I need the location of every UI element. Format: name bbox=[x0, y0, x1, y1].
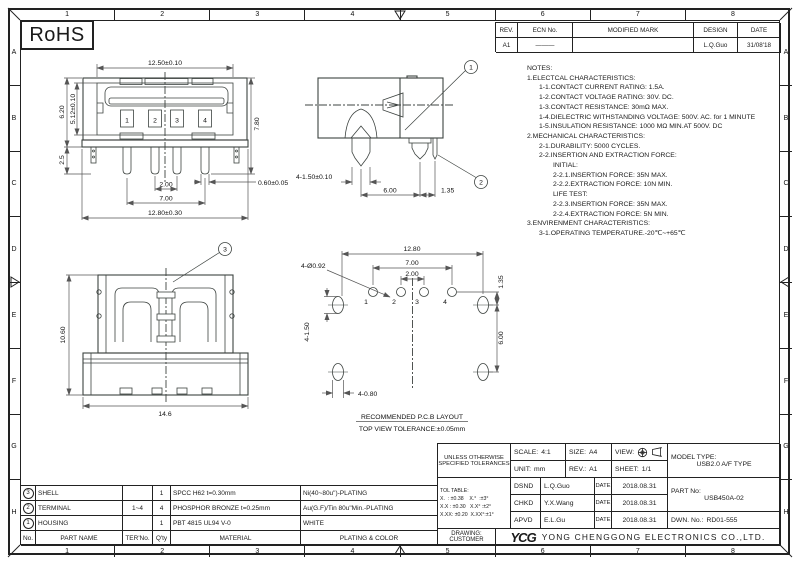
pcb-caption-tolerance: TOP VIEW TOLERANCE:±0.05mm bbox=[358, 426, 466, 433]
part-circle-number: 1 bbox=[23, 518, 34, 529]
signoff-date: 2018.08.31 bbox=[612, 512, 668, 529]
note-line: 1-3.CONTACT RESISTANCE: 30mΩ MAX. bbox=[539, 103, 669, 111]
signoff-date-label: DATE bbox=[595, 495, 612, 512]
rev-header-rev: REV. bbox=[496, 23, 518, 38]
grid-row-label: C bbox=[780, 152, 792, 218]
dim-pcb-slot: 4-1.50 bbox=[304, 322, 311, 342]
view-label: VIEW: bbox=[615, 448, 635, 456]
note-line: 1-2.CONTACT VOLTAGE RATING: 30V. DC. bbox=[539, 94, 674, 102]
parts-header-name: PART NAME bbox=[36, 531, 123, 546]
grid-row-label: C bbox=[8, 152, 20, 218]
part-circle-number: 3 bbox=[23, 488, 34, 499]
grid-strip-bottom bbox=[20, 545, 780, 557]
note-line: 1-4.DIELECTRIC WITHSTANDING VOLTAGE: 500V. AC. for 1 MINUTE bbox=[539, 113, 756, 121]
signoff-role: DSND bbox=[511, 478, 541, 495]
front-pin-label: 1 bbox=[125, 117, 129, 125]
front-pin-label: 3 bbox=[175, 117, 179, 125]
grid-col-label: 8 bbox=[730, 10, 735, 18]
grid-row-label: B bbox=[8, 86, 20, 152]
part-qty: 1 bbox=[153, 516, 171, 531]
part-name: TERMINAL bbox=[36, 501, 123, 516]
note-line: 1-1.CONTACT CURRENT RATING: 1.5A. bbox=[539, 84, 665, 92]
grid-row-label: G bbox=[8, 415, 20, 481]
part-row-number bbox=[21, 516, 36, 531]
grid-row-label: E bbox=[780, 283, 792, 349]
tolerance-table-line: X.X : ±0.30 X.X° :±2° bbox=[440, 504, 492, 510]
tolerance-table-line: X.XX: ±0.20 X.XX°:±1° bbox=[440, 512, 494, 519]
pcb-layout-drawing bbox=[300, 240, 525, 435]
grid-col-label: 6 bbox=[496, 545, 591, 557]
signoff-name: Y.X.Wang bbox=[541, 495, 595, 512]
grid-col-label: 4 bbox=[305, 545, 400, 557]
callout-2: 2 bbox=[479, 179, 483, 187]
rev-cell-date: 31/08'18 bbox=[738, 38, 781, 53]
grid-col-label: 3 bbox=[210, 545, 305, 557]
note-line: 2-2.4.EXTRACTION FORCE: 5N MIN. bbox=[553, 210, 669, 218]
signoff-date: 2018.08.31 bbox=[612, 478, 668, 495]
dim-side-leg-width: 4-1.50±0.10 bbox=[296, 174, 333, 181]
grid-row-label: F bbox=[8, 349, 20, 415]
dim-pcb-width: 12.80 bbox=[403, 246, 421, 253]
tolerance-table-line: X. : ±0.38 X.° :±3° bbox=[440, 495, 489, 502]
part-ter-no bbox=[123, 516, 153, 531]
grid-strip-left bbox=[8, 20, 20, 545]
signoff-date-label: DATE bbox=[595, 512, 612, 529]
dim-rear-width: 14.6 bbox=[158, 411, 172, 418]
parts-header-plating: PLATING & COLOR bbox=[301, 531, 438, 546]
front-pin-label: 2 bbox=[153, 117, 157, 125]
size-label: SIZE: bbox=[569, 448, 586, 456]
part-row-number bbox=[21, 501, 36, 516]
grid-col-label: 6 bbox=[496, 8, 591, 20]
parts-table bbox=[20, 485, 437, 545]
parts-header-material: MATERIAL bbox=[171, 531, 301, 546]
dim-front-pitch: 2.00 bbox=[159, 181, 173, 189]
front-view-drawing bbox=[55, 58, 305, 230]
scale-value: 4:1 bbox=[541, 448, 551, 456]
company-logo: YCG bbox=[510, 529, 536, 545]
dim-pcb-vertical: 6.00 bbox=[498, 331, 505, 345]
pcb-pin-label: 4 bbox=[443, 299, 447, 306]
part-qty: 1 bbox=[153, 486, 171, 501]
note-line: LIFE TEST: bbox=[553, 191, 588, 199]
part-material: SPCC H62 t=0.30mm bbox=[171, 486, 301, 501]
grid-col-label: 1 bbox=[20, 545, 115, 557]
sheet-value: 1/1 bbox=[641, 465, 652, 473]
note-line: 3.ENVIRENMENT CHARACTERISTICS: bbox=[527, 220, 650, 228]
note-line: 2-2.3.INSERTION FORCE: 35N MAX. bbox=[553, 200, 668, 208]
part-plating: WHITE bbox=[301, 516, 438, 531]
dim-front-right: 7.80 bbox=[254, 117, 261, 131]
rev-value: A1 bbox=[589, 465, 598, 473]
grid-row-label: G bbox=[780, 415, 792, 481]
grid-row-label: D bbox=[780, 217, 792, 283]
model-type-value: USB2.0 A/F TYPE bbox=[696, 460, 752, 468]
pcb-pin-label: 1 bbox=[364, 299, 368, 306]
projection-symbol-cone-icon bbox=[651, 447, 663, 457]
part-ter-no: 1~4 bbox=[123, 501, 153, 516]
grid-row-label: H bbox=[11, 509, 17, 517]
dwn-no-value: RD01-555 bbox=[706, 516, 738, 524]
sheet-label: SHEET: bbox=[615, 465, 639, 473]
signoff-name: L.Q.Guo bbox=[541, 478, 595, 495]
signoff-date-label: DATE bbox=[595, 478, 612, 495]
grid-col-label: 4 bbox=[305, 8, 400, 20]
grid-col-label: 2 bbox=[115, 8, 210, 20]
signoff-name: E.L.Gu bbox=[541, 512, 595, 529]
title-block bbox=[437, 443, 780, 545]
pcb-pin-label: 3 bbox=[415, 299, 419, 306]
dim-pcb-hole: 4-Ø0.92 bbox=[301, 263, 326, 270]
part-plating: Au(G.F)/Tin 80u"Min.-PLATING bbox=[301, 501, 438, 516]
part-plating: Ni(40~80u")-PLATING bbox=[301, 486, 438, 501]
size-value: A4 bbox=[589, 448, 598, 456]
unit-label: UNIT: bbox=[514, 465, 531, 473]
part-qty: 4 bbox=[153, 501, 171, 516]
grid-row-label: E bbox=[8, 283, 20, 349]
grid-row-label: B bbox=[780, 86, 792, 152]
rev-header-design: DESIGN bbox=[694, 23, 738, 38]
parts-header-ter: TER'No. bbox=[123, 531, 153, 546]
scale-label: SCALE: bbox=[514, 448, 539, 456]
signoff-role: CHKD bbox=[511, 495, 541, 512]
note-line: INITIAL: bbox=[553, 162, 578, 170]
rev-cell-design: L.Q.Guo bbox=[694, 38, 738, 53]
pcb-caption-title: RECOMMENDED P.C.B LAYOUT bbox=[360, 414, 464, 421]
dim-front-left-outer: 6.20 bbox=[59, 105, 66, 119]
signoff-role: APVD bbox=[511, 512, 541, 529]
callout-3: 3 bbox=[223, 246, 227, 254]
dim-front-bottom: 12.80±0.30 bbox=[148, 210, 182, 217]
parts-header-no: No. bbox=[21, 531, 36, 546]
grid-col-label: 2 bbox=[115, 545, 210, 557]
part-row-number bbox=[21, 486, 36, 501]
drawing-label: DRAWING: bbox=[451, 531, 482, 537]
rear-view-drawing bbox=[55, 240, 280, 425]
dim-pcb-slot-width: 4-0.80 bbox=[358, 391, 378, 398]
note-line: 3-1.OPERATING TEMPERATURE.-20℃~+65℃ bbox=[539, 229, 686, 237]
drawing-value: CUSTOMER bbox=[449, 537, 484, 543]
rev-header-ecn: ECN No. bbox=[518, 23, 573, 38]
dim-front-pin-width: 0.60±0.05 bbox=[258, 180, 289, 187]
note-line: 1-5.INSULATION RESISTANCE: 1000 MΩ MIN.AT 500V. DC bbox=[539, 123, 723, 131]
notes-block bbox=[527, 64, 779, 239]
company-name: YONG CHENGGONG ELECTRONICS CO.,LTD. bbox=[541, 532, 766, 542]
rev-cell-rev: A1 bbox=[496, 38, 518, 53]
model-type-label: MODEL TYPE: bbox=[671, 453, 717, 461]
part-circle-number: 2 bbox=[23, 503, 34, 514]
grid-col-label: 8 bbox=[730, 547, 735, 555]
dim-pcb-pitch: 2.00 bbox=[405, 271, 419, 278]
rev-label: REV.: bbox=[569, 465, 587, 473]
part-name: SHELL bbox=[36, 486, 123, 501]
tolerance-header-line1: UNLESS OTHERWISE bbox=[444, 454, 504, 461]
callout-1: 1 bbox=[469, 64, 473, 72]
grid-strip-top bbox=[20, 8, 780, 20]
dim-front-leg: 2.5 bbox=[59, 155, 66, 165]
rev-cell-mark bbox=[573, 38, 694, 53]
dim-side-lock: 1.35 bbox=[441, 187, 455, 195]
dim-front-top: 12.50±0.10 bbox=[148, 60, 182, 67]
dwn-no-label: DWN. No.: bbox=[671, 516, 704, 524]
grid-col-label: 3 bbox=[210, 8, 305, 20]
tolerance-table-title: TOL TABLE: bbox=[440, 487, 469, 494]
grid-row-label: D bbox=[8, 217, 20, 283]
tolerance-header-line2: SPECIFIED TOLERANCES bbox=[438, 460, 510, 467]
note-line: 1.ELECTCAL CHARACTERISTICS: bbox=[527, 74, 636, 82]
signoff-date: 2018.08.31 bbox=[612, 495, 668, 512]
part-no-label: PART No: bbox=[671, 487, 701, 495]
note-line: 2.MECHANICAL CHARACTERISTICS: bbox=[527, 132, 645, 140]
dim-front-span: 7.00 bbox=[159, 195, 173, 203]
part-ter-no bbox=[123, 486, 153, 501]
part-material: PBT 4815 UL94 V-0 bbox=[171, 516, 301, 531]
pcb-pin-label: 2 bbox=[392, 299, 396, 306]
rev-cell-ecn: ——— bbox=[518, 38, 573, 53]
grid-strip-right bbox=[780, 20, 792, 545]
projection-symbol-circle-icon bbox=[637, 447, 648, 458]
parts-header-qty: Q'ty bbox=[153, 531, 171, 546]
note-line: NOTES: bbox=[527, 65, 553, 72]
grid-col-label: 5 bbox=[401, 545, 496, 557]
grid-col-label: 1 bbox=[20, 8, 115, 20]
note-line: 2-1.DURABILITY: 5000 CYCLES. bbox=[539, 142, 641, 150]
dim-rear-height: 10.60 bbox=[60, 326, 67, 344]
part-material: PHOSPHOR BRONZE t=0.25mm bbox=[171, 501, 301, 516]
note-line: 2-2.1.INSERTION FORCE: 35N MAX. bbox=[553, 171, 668, 179]
revision-table bbox=[495, 22, 780, 52]
note-line: 2-2.2.EXTRACTION FORCE: 10N MIN. bbox=[553, 181, 673, 189]
front-pin-label: 4 bbox=[203, 117, 207, 125]
grid-col-label: 7 bbox=[591, 545, 686, 557]
grid-col-label: 5 bbox=[401, 8, 496, 20]
dim-pcb-offset: 1.35 bbox=[498, 275, 505, 289]
rev-header-mark: MODIFIED MARK bbox=[573, 23, 694, 38]
dim-pcb-span: 7.00 bbox=[405, 260, 419, 267]
dim-side-spacing: 6.00 bbox=[383, 187, 397, 195]
grid-row-label: H bbox=[783, 509, 789, 517]
grid-row-label: A bbox=[8, 20, 20, 86]
unit-value: mm bbox=[534, 465, 546, 473]
rohs-badge: RoHS bbox=[20, 20, 94, 50]
grid-row-label: A bbox=[780, 20, 792, 86]
grid-row-label: F bbox=[780, 349, 792, 415]
part-name: HOUSING bbox=[36, 516, 123, 531]
side-view-drawing bbox=[295, 55, 525, 235]
rev-header-date: DATE bbox=[738, 23, 781, 38]
note-line: 2-2.INSERTION AND EXTRACTION FORCE: bbox=[539, 152, 677, 160]
grid-col-label: 7 bbox=[591, 8, 686, 20]
part-no-value: USB450A-02 bbox=[704, 494, 744, 502]
dim-front-left-inner: 5.12±0.10 bbox=[70, 93, 77, 125]
